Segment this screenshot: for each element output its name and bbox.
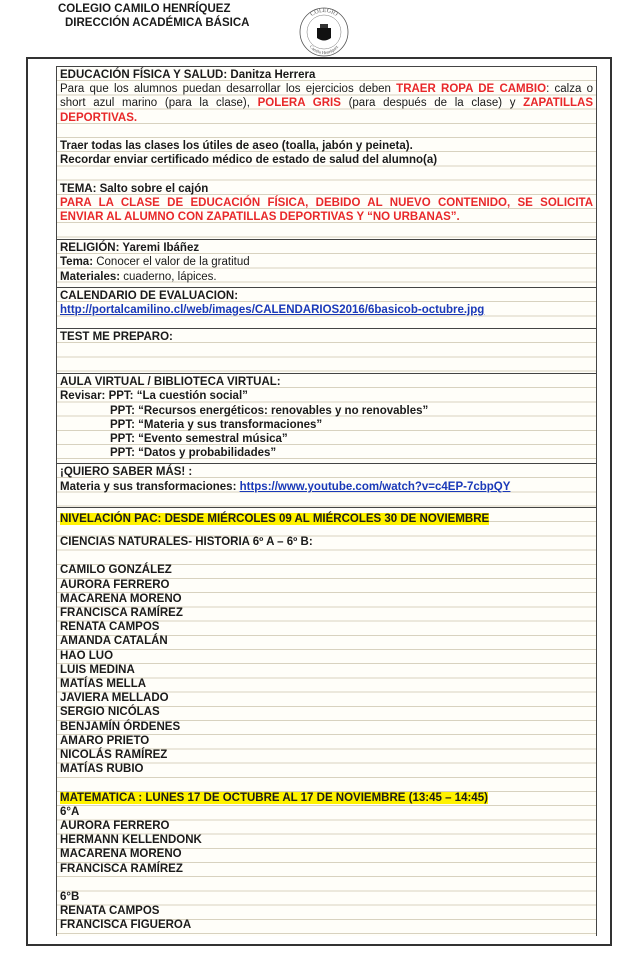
saber-label: Materia y sus transformaciones: [60,480,240,493]
aula-title: AULA VIRTUAL / BIBLIOTECA VIRTUAL: [60,376,281,389]
religion-title: RELIGIÓN: Yaremi Ibáñez [60,242,200,255]
ef-tema: TEMA: Salto sobre el cajón [60,182,209,195]
student-name: AURORA FERRERO [60,578,170,591]
section-aula-virtual [57,374,596,464]
svg-text:COLEGIO [310,8,339,18]
aula-item: PPT: “Evento semestral música” [110,433,288,446]
student-name: MACARENA MORENO [60,592,182,605]
student-name: MATÍAS RUBIO [60,763,144,776]
ef-notice: PARA LA CLASE DE EDUCACIÓN FÍSICA, DEBIDO AL NUEVO CONTENIDO, SE SOLICITA ENVIAR AL ALUMNO CON ZAPATILLAS DEPORTIVAS Y “NO URBANAS”. [60,196,593,223]
ef-text-3: (para después de la clase) y [340,97,524,110]
ef-text-1: Para que los alumnos puedan desarrollar los ejercicios deben [60,83,397,96]
youtube-link[interactable]: https://www.youtube.com/watch?v=c4EP-7cbpQY [239,480,511,493]
aula-item: PPT: “Recursos energéticos: renovables y no renovables” [110,404,429,417]
religion-tema: Tema: Conocer el valor de la gratitud [60,256,250,269]
content-table [56,66,597,936]
nivelacion-students [60,563,593,776]
ef-line-aseo: Traer todas las clases los útiles de aseo (toalla, jabón y peineta). [60,140,413,152]
student-name: FRANCISCA RAMÍREZ [60,862,183,875]
section-calendario [57,288,596,329]
ef-highlight-polera: POLERA GRIS [257,97,341,110]
student-name: HAO LUO [60,649,114,662]
student-name: MACARENA MORENO [60,848,182,861]
seal-text-bottom: Camilo Henríquez [308,44,340,56]
ef-text-2: : calza o short azul marino (para la clase), [60,83,594,110]
ef-highlight-ropa: TRAER ROPA DE CAMBIO [396,83,547,96]
matematica-title: MATEMATICA : LUNES 17 DE OCTUBRE AL 17 DE NOVIEMBRE (13:45 – 14:45) [60,791,488,804]
section-saber-mas [57,464,596,507]
test-title: TEST ME PREPARO: [60,331,173,344]
group-a-students [60,819,593,876]
department-name: DIRECCIÓN ACADÉMICA BÁSICA [65,17,250,29]
section-nivelacion [57,508,596,936]
ef-line-certificado: Recordar enviar certificado médico de estado de salud del alumno(a) [60,154,438,167]
student-name: FRANCISCA FIGUEROA [60,919,192,932]
section-test [57,329,596,374]
ef-highlight-zapatillas: ZAPATILLAS DEPORTIVAS. [60,97,594,124]
aula-first-item: Revisar: PPT: “La cuestión social” [60,390,248,403]
aula-item: PPT: “Materia y sus transformaciones” [110,418,323,431]
calendario-title: CALENDARIO DE EVALUACION: [60,289,239,302]
ef-paragraph [60,82,593,125]
student-name: FRANCISCA RAMÍREZ [60,607,183,620]
ef-title: EDUCACIÓN FÍSICA Y SALUD: Danitza Herrera [60,69,316,81]
calendario-link[interactable]: http://portalcamilino.cl/web/images/CALENDARIOS2016/6basicob-octubre.jpg [60,304,485,317]
section-educacion-fisica [57,67,596,240]
student-name: CAMILO GONZÁLEZ [60,564,172,577]
group-a-label: 6°A [60,805,80,818]
student-name: AURORA FERRERO [60,820,170,833]
student-name: NICOLÁS RAMÍREZ [60,749,168,762]
saber-title: ¡QUIERO SABER MÁS! : [60,466,193,479]
aula-item: PPT: “Datos y probabilidades” [110,447,277,460]
religion-materiales: Materiales: cuaderno, lápices. [60,270,217,283]
student-name: BENJAMÍN ÓRDENES [60,720,181,733]
school-seal-icon [298,6,350,58]
student-name: HERMANN KELLENDONK [60,834,202,847]
seal-text-top: COLEGIO [309,7,339,18]
group-b-students [60,904,593,932]
student-name: MATÍAS MELLA [60,678,147,691]
student-name: SERGIO NICÓLAS [60,706,160,719]
student-name: JAVIERA MELLADO [60,692,169,705]
nivelacion-subtitle: CIENCIAS NATURALES- HISTORIA 6º A – 6º B: [60,536,313,549]
group-b-label: 6°B [60,891,80,904]
section-religion [57,240,596,288]
student-name: RENATA CAMPOS [60,905,160,918]
school-name: COLEGIO CAMILO HENRÍQUEZ [58,3,231,15]
student-name: AMANDA CATALÁN [60,635,168,648]
school-header [58,2,249,30]
student-name: RENATA CAMPOS [60,621,160,634]
nivelacion-title: NIVELACIÓN PAC: DESDE MIÉRCOLES 09 AL MIÉRCOLES 30 DE NOVIEMBRE [60,512,490,525]
student-name: LUIS MEDINA [60,663,135,676]
student-name: AMARO PRIETO [60,734,150,747]
